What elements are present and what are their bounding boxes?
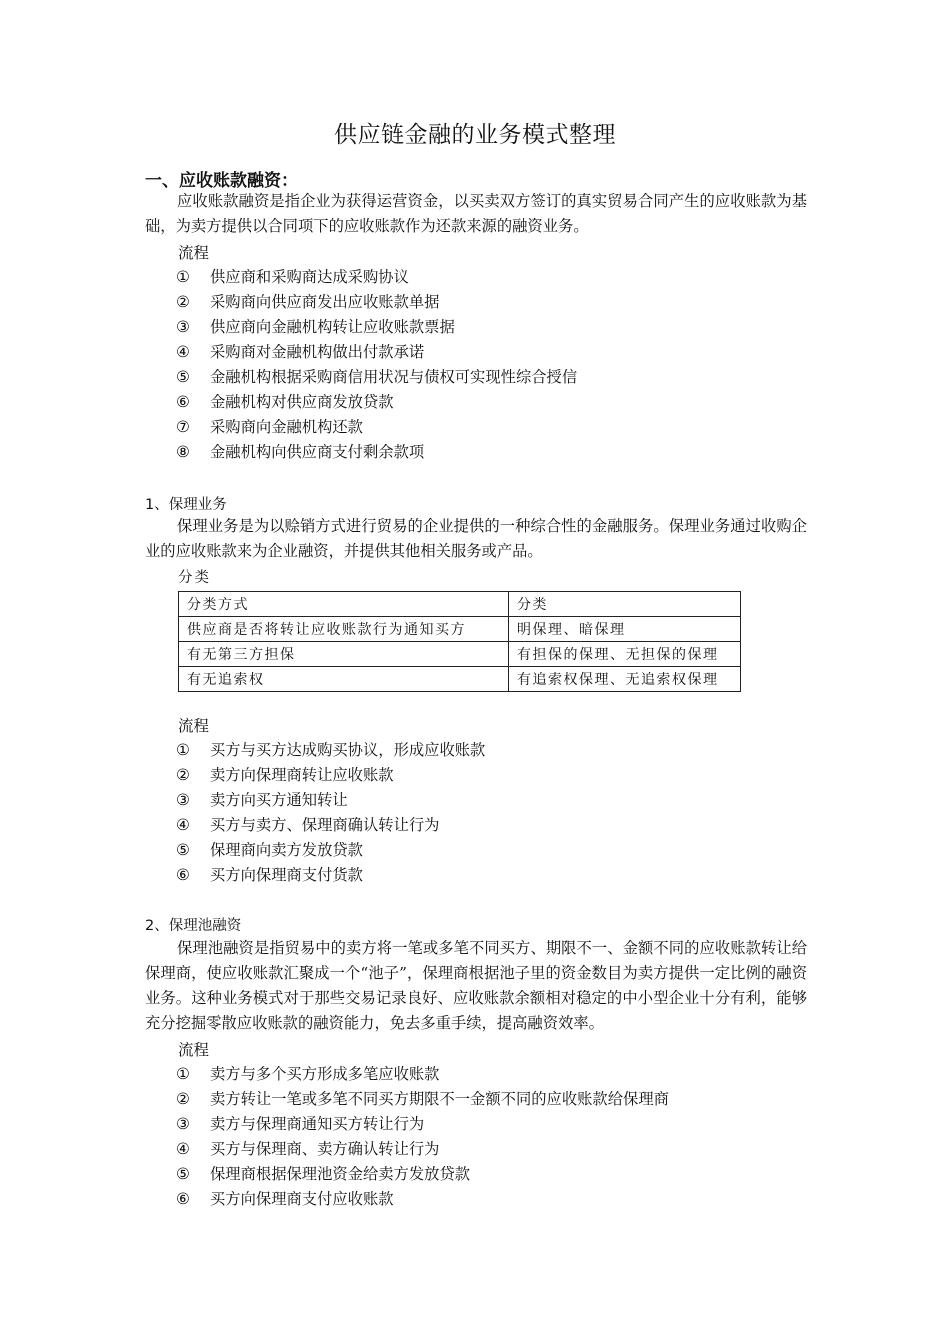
- flow-list-pool: [176, 1062, 669, 1212]
- step-number: ①: [176, 741, 190, 759]
- list-item: [176, 1062, 669, 1087]
- step-text: 保理商根据保理池资金给卖方发放贷款: [210, 1165, 471, 1183]
- step-number: ⑥: [176, 866, 190, 884]
- step-text: 供应商和采购商达成采购协议: [210, 268, 409, 286]
- list-item: [176, 390, 577, 415]
- list-item: [176, 788, 485, 813]
- classification-table: [178, 591, 741, 692]
- step-text: 金融机构对供应商发放贷款: [210, 393, 394, 411]
- step-number: ②: [176, 1090, 190, 1108]
- table-row: [179, 667, 741, 692]
- table-header-row: [179, 592, 741, 617]
- list-item: [176, 863, 485, 888]
- table-row: [179, 617, 741, 642]
- list-item: [176, 1187, 669, 1212]
- table-cell: 有无第三方担保: [179, 642, 509, 667]
- section-heading-receivables: 一、应收账款融资：: [145, 171, 298, 191]
- subsection-paragraph-pool: 保理池融资是指贸易中的卖方将一笔或多笔不同买方、期限不一、金额不同的应收账款转让给保理商，使应收账款汇聚成一个“池子”，保理商根据池子里的资金数目为卖方提供一定比例的融资业务。这种业务模式对于那些交易记录良好、应收账款余额相对稳定的中小型企业十分有利，能够充分挖掘零散应收账款的融资能力，免去多重手续，提高融资效率。: [145, 939, 807, 1032]
- step-number: ④: [176, 343, 190, 361]
- flow-list-factoring: [176, 738, 485, 888]
- list-item: [176, 813, 485, 838]
- step-text: 买方与买方达成购买协议，形成应收账款: [210, 741, 486, 759]
- list-item: [176, 1137, 669, 1162]
- step-number: ⑥: [176, 1190, 190, 1208]
- step-number: ③: [176, 1115, 190, 1133]
- subsection-heading-pool: 2、保理池融资: [145, 918, 242, 934]
- page-title: 供应链金融的业务模式整理: [334, 122, 616, 148]
- list-item: [176, 265, 577, 290]
- section-paragraph-receivables: 应收账款融资是指企业为获得运营资金，以买卖双方签订的真实贸易合同产生的应收账款为基础，为卖方提供以合同项下的应收账款作为还款来源的融资业务。: [145, 192, 807, 235]
- list-item: [176, 1162, 669, 1187]
- step-text: 买方向保理商支付货款: [210, 866, 363, 884]
- flow-label-pool: 流程: [178, 1041, 210, 1059]
- step-number: ⑤: [176, 841, 190, 859]
- step-number: ②: [176, 293, 190, 311]
- step-text: 采购商向金融机构还款: [210, 418, 363, 436]
- step-text: 买方与保理商、卖方确认转让行为: [210, 1140, 440, 1158]
- list-item: [176, 290, 577, 315]
- list-item: [176, 1112, 669, 1137]
- list-item: [176, 763, 485, 788]
- step-text: 卖方向保理商转让应收账款: [210, 766, 394, 784]
- step-text: 金融机构根据采购商信用状况与债权可实现性综合授信: [210, 368, 578, 386]
- list-item: [176, 340, 577, 365]
- table-cell: 有无追索权: [179, 667, 509, 692]
- step-text: 供应商向金融机构转让应收账款票据: [210, 318, 455, 336]
- step-text: 买方向保理商支付应收账款: [210, 1190, 394, 1208]
- list-item: [176, 738, 485, 763]
- list-item: [176, 440, 577, 465]
- step-text: 卖方转让一笔或多笔不同买方期限不一金额不同的应收账款给保理商: [210, 1090, 669, 1108]
- step-text: 买方与卖方、保理商确认转让行为: [210, 816, 440, 834]
- list-item: [176, 315, 577, 340]
- step-number: ①: [176, 268, 190, 286]
- table-header-cell: 分类方式: [179, 592, 509, 617]
- flow-label-factoring: 流程: [178, 717, 210, 735]
- table-cell: 供应商是否将转让应收账款行为通知买方: [179, 617, 509, 642]
- step-number: ⑦: [176, 418, 190, 436]
- list-item: [176, 1087, 669, 1112]
- step-number: ②: [176, 766, 190, 784]
- flow-label-receivables: 流程: [178, 244, 210, 262]
- step-number: ④: [176, 816, 190, 834]
- flow-list-receivables: [176, 265, 577, 465]
- category-label: 分类: [178, 570, 211, 586]
- list-item: [176, 365, 577, 390]
- subsection-heading-factoring: 1、保理业务: [145, 497, 227, 513]
- table-header-cell: 分类: [509, 592, 741, 617]
- table-row: [179, 642, 741, 667]
- step-number: ③: [176, 318, 190, 336]
- step-text: 采购商向供应商发出应收账款单据: [210, 293, 440, 311]
- step-text: 采购商对金融机构做出付款承诺: [210, 343, 425, 361]
- table-cell: 有担保的保理、无担保的保理: [509, 642, 741, 667]
- step-text: 保理商向卖方发放贷款: [210, 841, 363, 859]
- subsection-paragraph-factoring: 保理业务是为以赊销方式进行贸易的企业提供的一种综合性的金融服务。保理业务通过收购企业的应收账款来为企业融资，并提供其他相关服务或产品。: [145, 517, 807, 560]
- step-text: 卖方与多个买方形成多笔应收账款: [210, 1065, 440, 1083]
- step-text: 卖方向买方通知转让: [210, 791, 348, 809]
- step-number: ⑤: [176, 1165, 190, 1183]
- step-number: ⑤: [176, 368, 190, 386]
- table-cell: 有追索权保理、无追索权保理: [509, 667, 741, 692]
- list-item: [176, 838, 485, 863]
- step-number: ③: [176, 791, 190, 809]
- step-number: ⑧: [176, 443, 190, 461]
- list-item: [176, 415, 577, 440]
- step-text: 卖方与保理商通知买方转让行为: [210, 1115, 425, 1133]
- table-cell: 明保理、暗保理: [509, 617, 741, 642]
- step-number: ①: [176, 1065, 190, 1083]
- step-number: ⑥: [176, 393, 190, 411]
- step-number: ④: [176, 1140, 190, 1158]
- step-text: 金融机构向供应商支付剩余款项: [210, 443, 425, 461]
